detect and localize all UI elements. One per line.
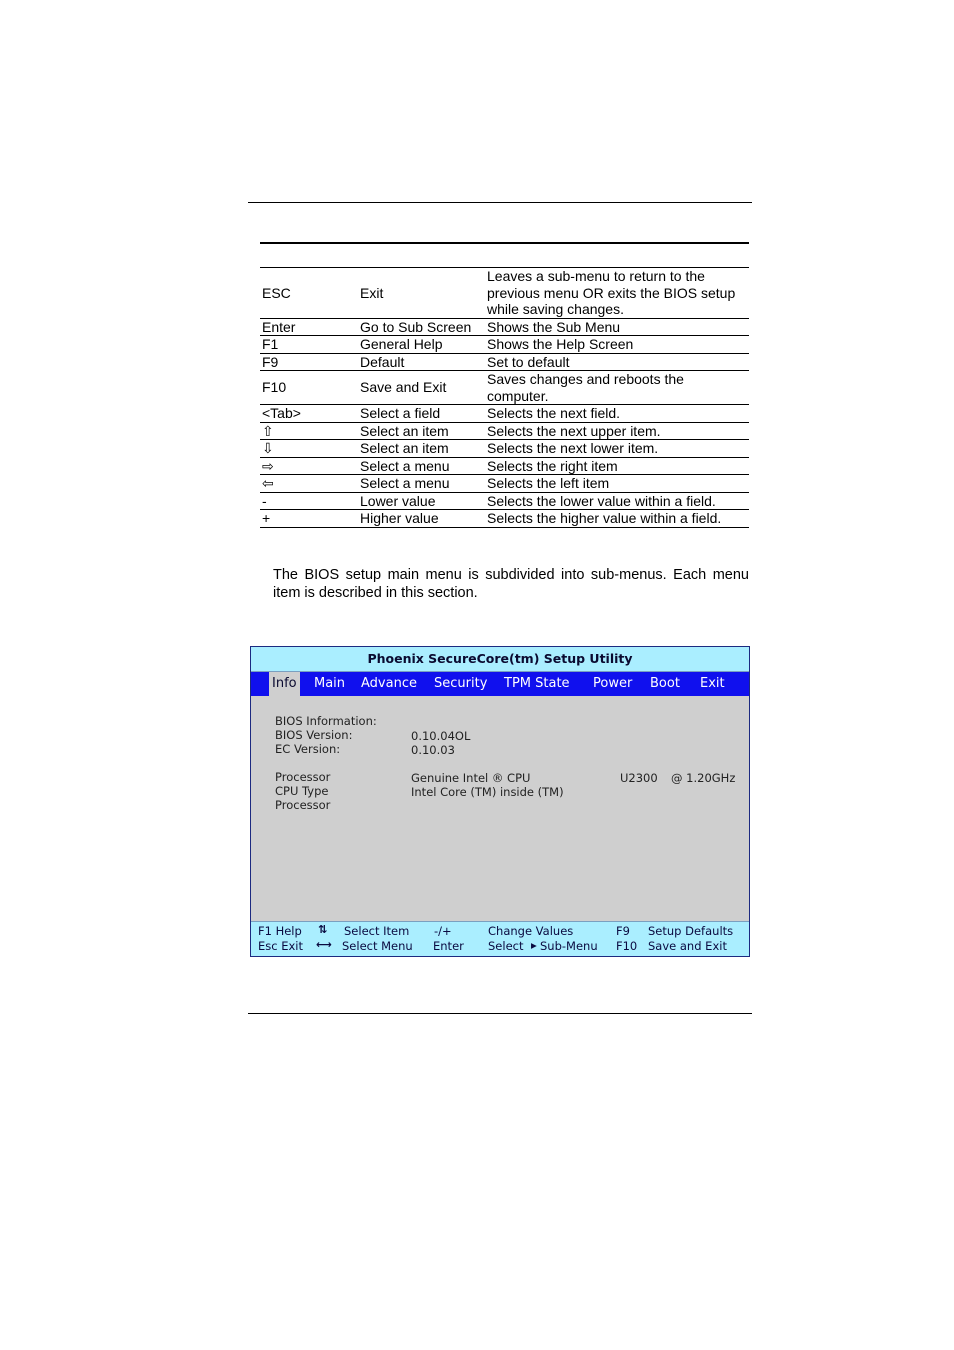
description-cell: Leaves a sub-menu to return to the previous menu OR exits the BIOS setup while saving changes. — [485, 268, 749, 319]
ec-version-label: EC Version: — [275, 742, 341, 756]
right-triangle-icon: ▸ — [531, 938, 537, 952]
f1-help-hint: F1 Help — [258, 924, 302, 938]
table-row — [260, 371, 749, 405]
function-cell: Default — [358, 353, 485, 371]
tab-main[interactable]: Main — [314, 676, 346, 691]
key-cell: <Tab> — [260, 405, 358, 423]
function-cell: Select a field — [358, 405, 485, 423]
up-down-arrows-icon: ⇅ — [318, 923, 328, 936]
top-divider — [248, 202, 752, 203]
table-row — [260, 336, 749, 354]
function-cell: Select a menu — [358, 475, 485, 493]
function-cell: Go to Sub Screen — [358, 318, 485, 336]
bios-key-legend — [251, 921, 749, 957]
table-row — [260, 492, 749, 510]
left-right-arrows-icon: ⟷ — [316, 938, 332, 951]
tab-info[interactable]: Info — [269, 672, 300, 696]
save-and-exit-hint: Save and Exit — [648, 939, 727, 953]
table-row — [260, 440, 749, 458]
processor-label-2: Processor — [275, 798, 331, 812]
key-cell: F10 — [260, 371, 358, 405]
key-cell: + — [260, 510, 358, 528]
cpu-type-value: Intel Core (TM) inside (TM) — [411, 785, 564, 799]
enter-hint: Enter — [433, 939, 464, 953]
processor-model-value: U2300 — [620, 771, 658, 785]
bios-version-label: BIOS Version: — [275, 728, 353, 742]
f10-key: F10 — [616, 939, 638, 953]
bios-setup-screenshot — [250, 646, 750, 957]
bios-title-bar: Phoenix SecureCore(tm) Setup Utility — [251, 647, 749, 672]
processor-value: Genuine Intel ® CPU — [411, 771, 531, 785]
function-cell: General Help — [358, 336, 485, 354]
sub-menu-hint: Sub-Menu — [540, 939, 598, 953]
table-row — [260, 268, 749, 319]
table-top-rule — [260, 242, 749, 244]
f9-key: F9 — [616, 924, 630, 938]
function-cell: Select an item — [358, 422, 485, 440]
key-cell: ESC — [260, 268, 358, 319]
key-cell: Enter — [260, 318, 358, 336]
description-cell: Selects the left item — [485, 475, 749, 493]
minus-plus-hint: -/+ — [434, 924, 452, 938]
change-values-hint: Change Values — [488, 924, 574, 938]
tab-power[interactable]: Power — [593, 676, 633, 691]
key-cell: ⇩ — [260, 440, 358, 458]
tab-tpm-state[interactable]: TPM State — [504, 676, 570, 691]
function-cell: Lower value — [358, 492, 485, 510]
description-cell: Shows the Sub Menu — [485, 318, 749, 336]
cpu-type-label: CPU Type — [275, 784, 329, 798]
table-row — [260, 422, 749, 440]
description-cell: Selects the lower value within a field. — [485, 492, 749, 510]
intro-paragraph: The BIOS setup main menu is subdivided into sub-menus. Each menu item is described in this section. — [273, 567, 749, 601]
bios-menu-bar — [251, 672, 749, 696]
ec-version-value: 0.10.03 — [411, 743, 455, 757]
key-cell: ⇨ — [260, 457, 358, 475]
select-item-hint: Select Item — [344, 924, 410, 938]
description-cell: Selects the right item — [485, 457, 749, 475]
function-cell: Save and Exit — [358, 371, 485, 405]
select-menu-hint: Select Menu — [342, 939, 413, 953]
table-row — [260, 318, 749, 336]
key-cell: - — [260, 492, 358, 510]
table-row — [260, 353, 749, 371]
key-cell: ⇦ — [260, 475, 358, 493]
description-cell: Set to default — [485, 353, 749, 371]
processor-speed-value: @ 1.20GHz — [671, 771, 736, 785]
key-cell: F9 — [260, 353, 358, 371]
table-row — [260, 405, 749, 423]
function-cell: Select a menu — [358, 457, 485, 475]
esc-exit-hint: Esc Exit — [258, 939, 304, 953]
tab-boot[interactable]: Boot — [650, 676, 680, 691]
tab-advance[interactable]: Advance — [361, 676, 417, 691]
select-hint: Select — [488, 939, 524, 953]
description-cell: Selects the next lower item. — [485, 440, 749, 458]
description-cell: Selects the next upper item. — [485, 422, 749, 440]
bios-information-label: BIOS Information: — [275, 714, 377, 728]
function-cell: Exit — [358, 268, 485, 319]
processor-label: Processor — [275, 770, 331, 784]
tab-security[interactable]: Security — [434, 676, 488, 691]
key-cell: F1 — [260, 336, 358, 354]
table-row — [260, 457, 749, 475]
tab-exit[interactable]: Exit — [700, 676, 725, 691]
description-cell: Selects the next field. — [485, 405, 749, 423]
description-cell: Shows the Help Screen — [485, 336, 749, 354]
description-cell: Selects the higher value within a field. — [485, 510, 749, 528]
table-row — [260, 475, 749, 493]
description-cell: Saves changes and reboots the computer. — [485, 371, 749, 405]
bios-version-value: 0.10.04OL — [411, 729, 471, 743]
bottom-divider — [248, 1013, 752, 1014]
table-row — [260, 510, 749, 528]
function-cell: Higher value — [358, 510, 485, 528]
function-cell: Select an item — [358, 440, 485, 458]
navigation-keys-table — [260, 267, 749, 528]
setup-defaults-hint: Setup Defaults — [648, 924, 734, 938]
bios-info-panel — [251, 696, 749, 922]
key-cell: ⇧ — [260, 422, 358, 440]
